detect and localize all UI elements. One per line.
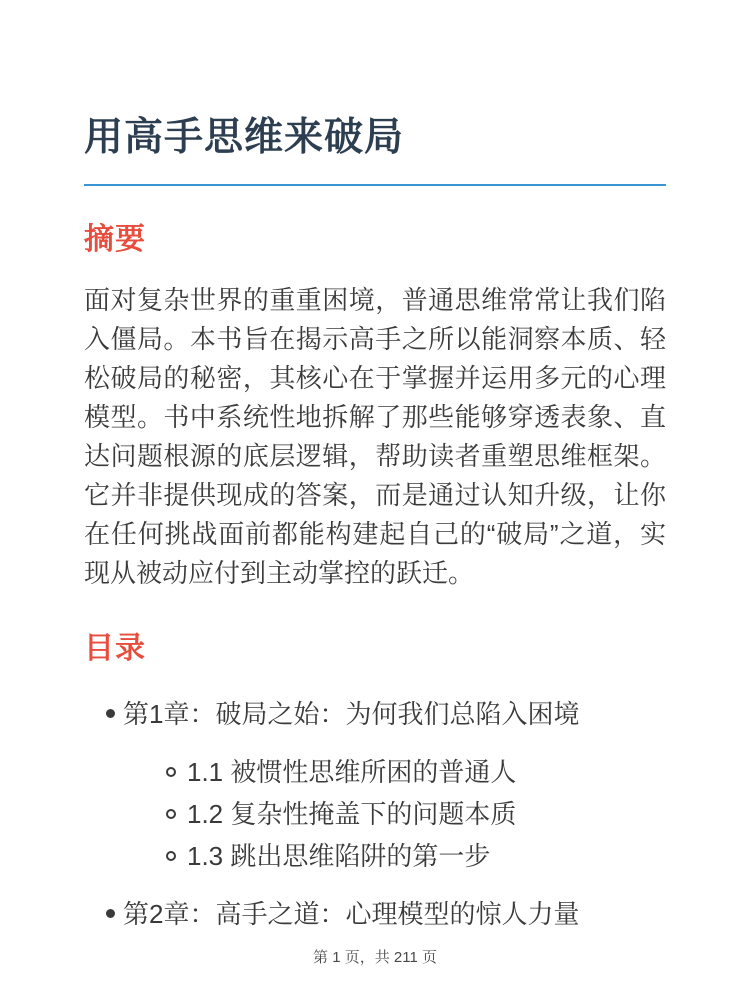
abstract-paragraph: 面对复杂世界的重重困境，普通思维常常让我们陷入僵局。本书旨在揭示高手之所以能洞察本质、轻松破局的秘密，其核心在于掌握并运用多元的心理模型。书中系统性地拆解了那些能够穿透表象、直达问题根源的底层逻辑，帮助读者重塑思维框架。它并非提供现成的答案，而是通过认知升级，让你在任何挑战面前都能构建起自己的“破局”之道，实现从被动应付到主动掌控的跃迁。: [84, 285, 666, 588]
toc-section-label: 1.3 跳出思维陷阱的第一步: [187, 841, 491, 871]
toc-chapter-1: [84, 693, 666, 877]
toc-chapter-label: 第1章：破局之始：为何我们总陷入困境: [123, 699, 580, 729]
toc-section-label: 1.2 复杂性掩盖下的问题本质: [187, 799, 517, 829]
circle-bullet-icon: [166, 851, 176, 861]
abstract-heading: 摘要: [84, 223, 146, 256]
page-title: 用高手思维来破局: [84, 116, 666, 186]
disc-bullet-icon: [106, 909, 115, 918]
toc-sublist-chapter-1: [123, 751, 666, 877]
toc-chapter-label: 第2章：高手之道：心理模型的惊人力量: [123, 899, 580, 929]
disc-bullet-icon: [106, 709, 115, 718]
toc-section-1-1: [123, 751, 666, 793]
circle-bullet-icon: [166, 809, 176, 819]
toc-section-label: 1.1 被惯性思维所困的普通人: [187, 757, 517, 787]
page-number-indicator: 第 1 页，共 211 页: [313, 949, 437, 966]
toc-list: [84, 693, 666, 935]
toc-section-1-3: [123, 835, 666, 877]
toc-chapter-2: [84, 893, 666, 935]
toc-section-1-2: [123, 793, 666, 835]
circle-bullet-icon: [166, 767, 176, 777]
toc-heading: 目录: [84, 632, 146, 665]
